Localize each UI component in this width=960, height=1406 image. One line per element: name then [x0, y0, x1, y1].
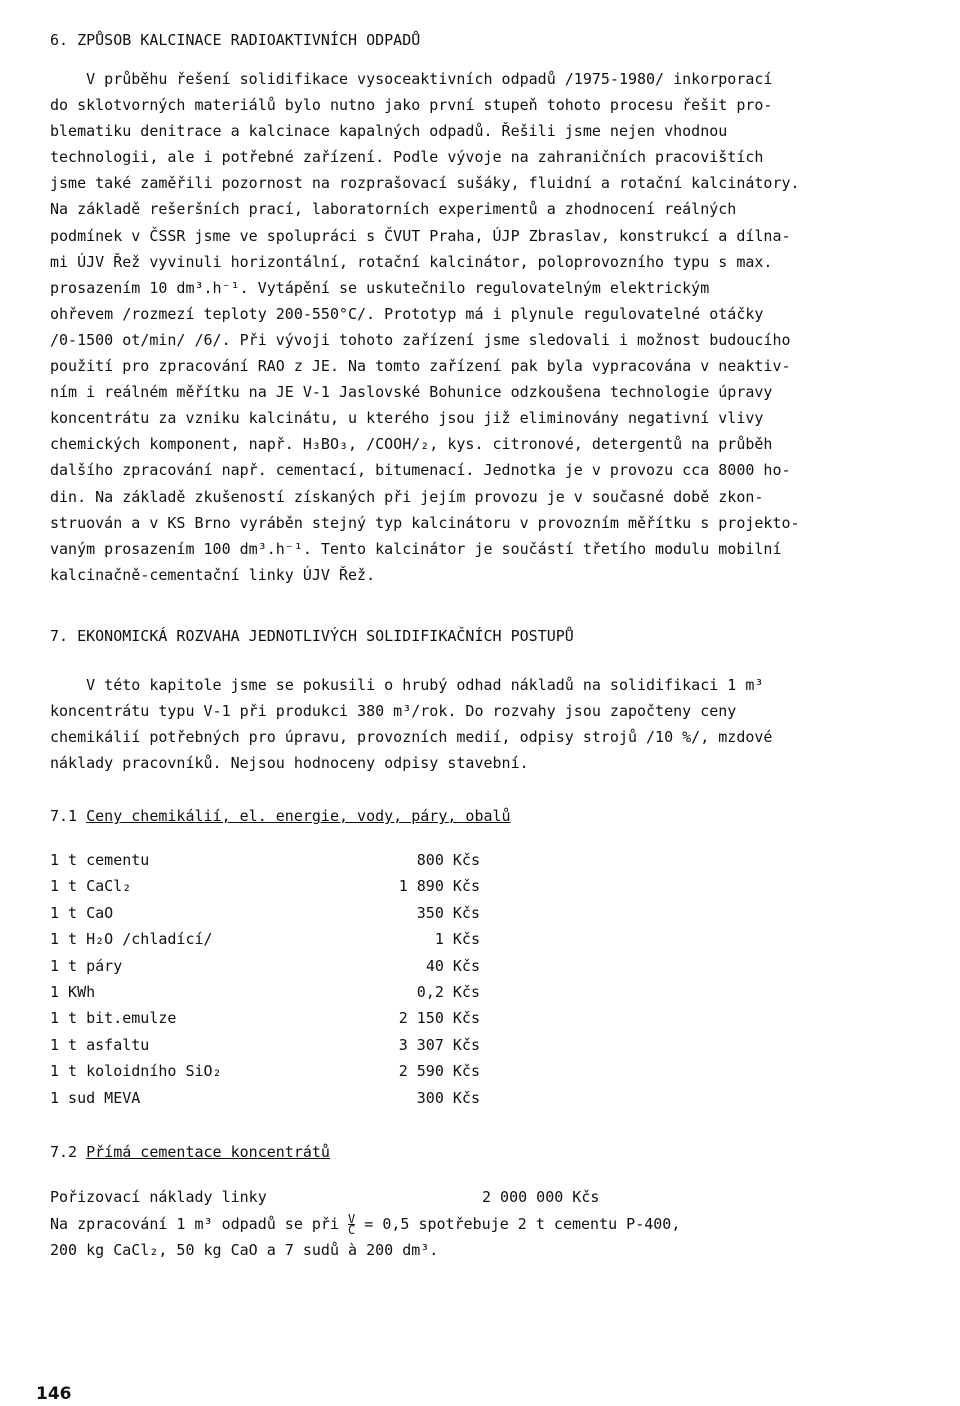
price-row — [50, 1036, 480, 1062]
section-7-1-heading — [50, 807, 511, 825]
price-row — [50, 983, 480, 1009]
price-value: 300 Kčs — [416, 1088, 480, 1107]
section-7-1-title: Ceny chemikálií, el. energie, vody, páry, obalů — [86, 807, 511, 825]
price-item: 1 KWh — [50, 983, 96, 1001]
consumption-text-end: = 0,5 spotřebuje 2 t cementu P-400, — [364, 1215, 681, 1233]
price-row — [50, 957, 480, 983]
consumption-line-2: 200 kg CaCl₂, 50 kg CaO a 7 sudů à 200 dm³. — [50, 1241, 439, 1259]
price-value: 0,2 Kčs — [416, 983, 480, 1001]
section-6-paragraph: V průběhu řešení solidifikace vysoceaktivních odpadů /1975-1980/ inkorporací do sklotvorných materiálů bylo nutno jako první stupeň tohoto procesu řešit pro- blematiku denitrace a kalcinace kapalných odpadů. Řešili jsme nejen vhodnou technologii, ale i potřebné zařízení. Podle vývoje na zahraničních pracovištích jsme také zaměřili pozornost na rozprašovací sušáky, fluidní a rotační kalcinátory. Na základě rešeršních prací, laboratorních experimentů a zhodnocení reálných podmínek v ČSSR jsme ve spolupráci s ČVUT Praha, ÚJP Zbraslav, konstrukcí a dílna- mi ÚJV Řež vyvinuli horizontální, rotační kalcinátor, poloprovozního typu s max. prosazením 10 dm³.h⁻¹. Vytápění se uskutečnilo regulovatelným elektrickým ohřevem /rozmezí teploty 200-550°C/. Prototyp má i plynule regulovatelné otáčky /0-1500 ot/min/ /6/. Při vývoji tohoto zařízení jsme sledovali i možnost budoucího použití pro zpracování RAO z JE. Na tomto zařízení pak byla vypracována v neaktiv- ním i reálném měřítku na JE V-1 Jaslovské Bohunice odzkoušena technologie úpravy koncentrátu za vzniku kalcinátu, u kterého jsou již eliminovány negativní vlivy chemických komponent, např. H₃BO₃, /COOH/₂, kys. citronové, detergentů na průběh dalšího zpracování např. cementací, bitumenací. Jednotka je v provozu cca 8000 ho- din. Na základě zkušeností získaných při jejím provozu je v současné době zkon- struován a v KS Brno vyráběn stejný typ kalcinátoru v provozním měřítku s projekto- vaným prosazením 100 dm³.h⁻¹. Tento kalcinátor je součástí třetího modulu mobilní kalcinačně-cementační linky ÚJV Řež. — [50, 70, 800, 584]
section-7-1-number: 7.1 — [50, 807, 78, 825]
price-item: 1 t CaO — [50, 903, 114, 922]
price-row — [50, 904, 480, 930]
price-row — [50, 851, 480, 877]
price-item: 1 t CaCl₂ — [50, 877, 132, 896]
price-item: 1 t asfaltu — [50, 1035, 150, 1054]
consumption-line — [50, 1214, 680, 1235]
price-row — [50, 1062, 480, 1088]
vc-fraction — [348, 1214, 355, 1235]
price-value: 2 150 Kčs — [398, 1009, 480, 1028]
section-7-2-heading — [50, 1143, 330, 1161]
acquisition-cost-line — [50, 1188, 630, 1206]
price-row — [50, 877, 480, 903]
price-value: 800 Kčs — [416, 851, 480, 869]
fraction-denominator: C — [348, 1223, 356, 1237]
section-6-heading: 6. ZPŮSOB KALCINACE RADIOAKTIVNÍCH ODPADŮ — [50, 31, 421, 49]
section-7-heading: 7. EKONOMICKÁ ROZVAHA JEDNOTLIVÝCH SOLIDIFIKAČNÍCH POSTUPŮ — [50, 627, 574, 645]
acquisition-cost-label: Pořizovací náklady linky — [50, 1188, 267, 1206]
price-value: 3 307 Kčs — [398, 1035, 480, 1054]
price-item: 1 sud MEVA — [50, 1088, 141, 1107]
price-value: 40 Kčs — [425, 956, 480, 975]
section-7-2-number: 7.2 — [50, 1143, 78, 1161]
price-value: 1 Kčs — [434, 930, 480, 949]
price-item: 1 t bit.emulze — [50, 1009, 177, 1028]
price-value: 2 590 Kčs — [398, 1062, 480, 1081]
price-item: 1 t cementu — [50, 851, 150, 869]
price-row — [50, 930, 480, 956]
price-row — [50, 1089, 480, 1115]
price-item: 1 t H₂O /chladící/ — [50, 930, 213, 949]
price-item: 1 t páry — [50, 956, 123, 975]
consumption-text-start: Na zpracování 1 m³ odpadů se při — [50, 1215, 339, 1233]
fraction-numerator: V — [348, 1212, 356, 1226]
page-number: 146 — [36, 1384, 72, 1404]
acquisition-cost-value: 2 000 000 Kčs — [482, 1188, 600, 1206]
price-row — [50, 1009, 480, 1035]
price-item: 1 t koloidního SiO₂ — [50, 1062, 222, 1081]
section-7-paragraph: V této kapitole jsme se pokusili o hrubý odhad nákladů na solidifikaci 1 m³ koncentrátu typu V-1 při produkci 380 m³/rok. Do rozvahy jsou započteny ceny chemikálií potřebných pro úpravu, provozních medií, odpisy strojů /10 %/, mzdové náklady pracovníků. Nejsou hodnoceny odpisy stavební. — [50, 676, 773, 773]
price-value: 350 Kčs — [416, 903, 480, 922]
price-value: 1 890 Kčs — [398, 877, 480, 896]
section-7-2-title: Přímá cementace koncentrátů — [86, 1143, 330, 1161]
